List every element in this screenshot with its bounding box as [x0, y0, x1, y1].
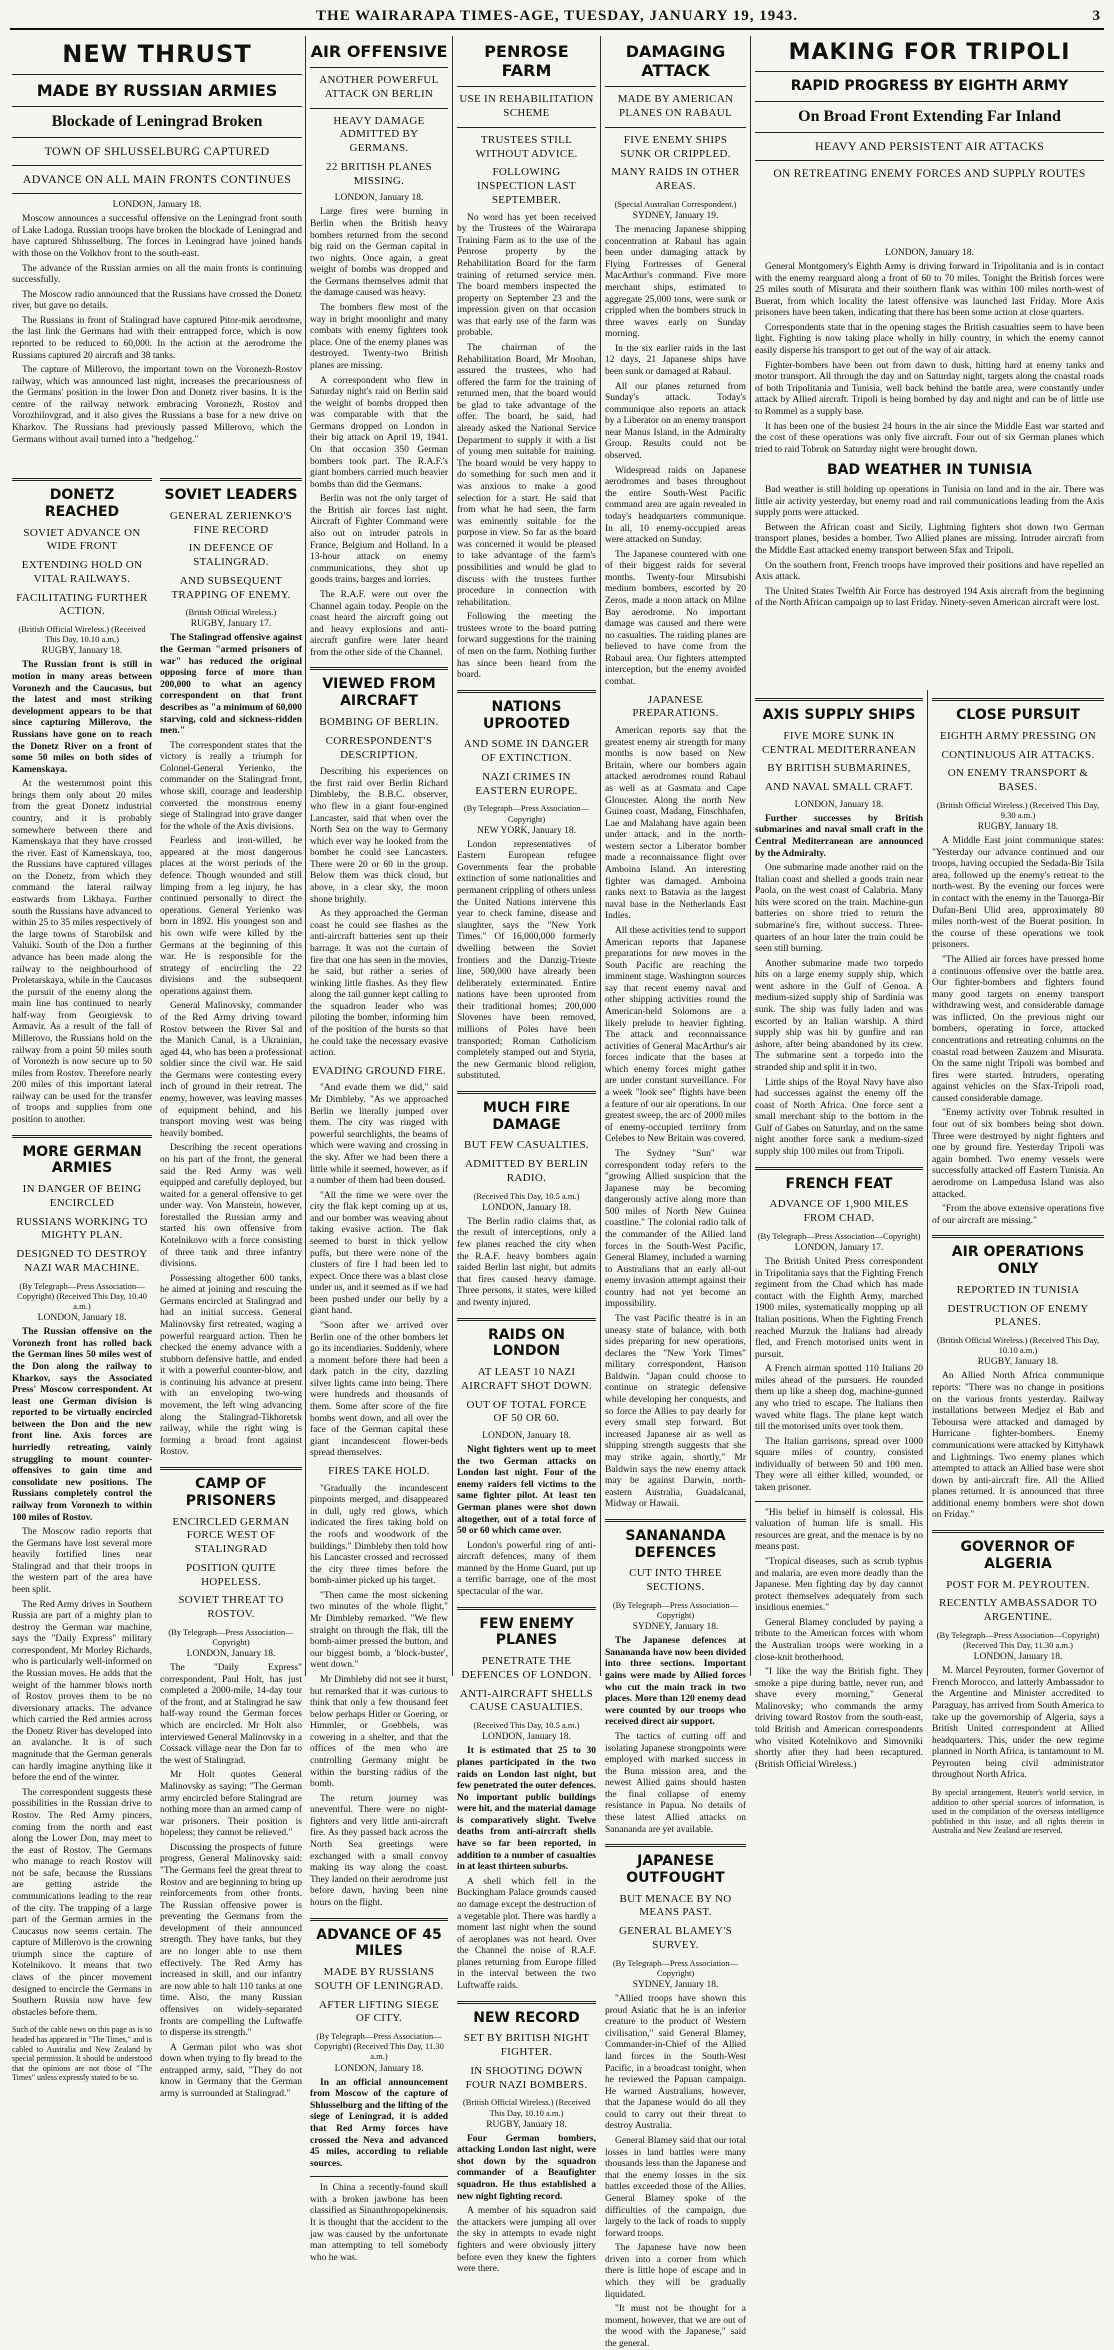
column-rule	[750, 36, 751, 1676]
paragraph: In China a recently-found skull with a broken jawbone has been classified as Sinanthropopekinensis. It is thought that the accident to the jaw was caused by the unfortunate man attempting to tell somebody who he was.	[310, 2183, 448, 2263]
subhead-made-by: MADE BY RUSSIAN ARMIES	[36, 81, 278, 100]
subhead: AT LEAST 10 NAZI AIRCRAFT SHOT DOWN.	[461, 1366, 592, 1392]
source-line: (By Telegraph—Press Association—Copyright)	[757, 1230, 921, 1241]
subhead: HEAVY AND PERSISTENT AIR ATTACKS	[814, 138, 1045, 153]
subhead: AFTER LIFTING SIEGE OF CITY.	[319, 1998, 439, 2025]
dateline: RUGBY, January 17.	[190, 619, 272, 630]
subhead: IN DEFENCE OF STALINGRAD.	[188, 542, 274, 569]
paragraph: Night fighters went up to meet the two German attacks on London last night. Four of the enemy raiders fell victims to the same fighter pilot. At least ten German planes were shot down altogether, out of a total force of 50 or 60 which came over.	[457, 1445, 596, 1537]
headline-camp: CAMP OF PRISONERS	[185, 1475, 277, 1509]
subhead: BUT FEW CASUALTIES.	[464, 1139, 589, 1152]
column-close-pursuit	[932, 690, 1105, 1836]
dateline: RUGBY, January 18.	[41, 646, 123, 657]
subhead: EXTENDING HOLD ON VITAL RAILWAYS.	[21, 559, 143, 585]
dateline: LONDON, January 17.	[794, 1243, 884, 1254]
subhead: REPORTED IN TUNISIA	[956, 1283, 1080, 1296]
paragraph: "Soon after we arrived over Berlin one of the other bombers let go its incendiaries. Suddenly, where a moment before there had been a dark patch in the city, dazzling silver lights came into being. There were hundreds and thousands of them. Some after score of the fire bombs went down, and all over the face of the German capital these giant incandescent flower-beds spread themselves.	[310, 1321, 448, 1459]
subhead-town: TOWN OF SHLUSSELBURG CAPTURED	[44, 144, 270, 159]
dateline: LONDON, January 18.	[482, 1431, 571, 1442]
subhead: GENERAL ZERIENKO'S FINE RECORD	[169, 509, 293, 536]
column-penrose	[457, 36, 596, 2275]
paragraph: The Sydney "Sun" war correspondent today refers to the "growing Allied suspicion that the Japanese may be becoming dangerously active along more than 500 miles of North New Guinea coastline." The colonial radio talk of the commander of the Allied land forces in the South-West Pacific, General Blamey, included a warning to Australians that an early all-out enemy invasion attempt against their country had not yet become an impossibility.	[605, 1148, 746, 1310]
masthead	[10, 6, 1104, 30]
paragraph: Possessing altogether 600 tanks, he aimed at joining and rescuing the Germans encircled at Stalingrad and had an initial success. General Malinovsky first retreated, waging a powerful rearguard action. Then he checked the enemy advance with a stubborn defensive battle, and ended it with a powerful counter-blow, and is continuing his advance at present with an enveloping two-wing movement, the left wing advancing along the Stalingrad-Tikhoretsk railway, while the right wing is forming a broad front against Rostov.	[160, 1273, 302, 1458]
dateline: LONDON, January 18.	[482, 1732, 571, 1743]
subhead: AND NAVAL SMALL CRAFT.	[764, 781, 914, 794]
headline-outfought: JAPANESE OUTFOUGHT	[626, 1853, 725, 1886]
headline-damaging: DAMAGING ATTACK	[625, 42, 726, 81]
headline-few-enemy: FEW ENEMY PLANES	[479, 1615, 574, 1649]
paragraph: "Enemy activity over Tobruk resulted in four out of six bombers being shot down. Three were destroyed by night fighters and one by ground fire. Yesterday Tripoli was again bombed. Two enemy vessels were successfully attacked off Eastern Tunisia. An aerodrome on Lampedusa Island was also attacked.	[932, 1108, 1104, 1200]
subhead: AND SOME IN DANGER OF EXTINCTION.	[463, 738, 590, 765]
dateline: LONDON, January 18.	[37, 1313, 127, 1324]
subhead: BOMBING OF BERLIN.	[319, 716, 439, 728]
headline-soviet-leaders: SOVIET LEADERS	[164, 487, 298, 503]
headline-air-offensive: AIR OFFENSIVE	[310, 42, 448, 61]
paragraph: "The Allied air forces have pressed home a continuous offensive over the battle area. Our fighter-bombers and fighters found many good targets on enemy transport withdrawing west, and considerable damage was inflicted. On the previous night our bombers, operating in force, attacked concentrations and retreating columns on the coastal road between Zauzem and Misurata. On the same night Tripoli was bombed and fires were started. Intruders, operating against vehicles on the Sfax-Tripoli road, caused considerable damage.	[932, 954, 1104, 1104]
paragraph: As they approached the German coast he could see flashes as the anti-aircraft batteries sent up their barrage. It was not the curtain of fire that one has seen in the movies, he said, but rather a series of winking little flashes. As they flew along the tail gunner kept calling to the squadron leader who was piloting the bomber, informing him of the position of the bursts so that he could take the necessary evasive action.	[310, 909, 448, 1059]
headline-axis: AXIS SUPPLY SHIPS	[762, 707, 916, 723]
column-tripoli	[755, 36, 1104, 246]
paragraph: "Allied troops have shown this proud Asiatic that he is an inferior creature to the product of Western civilisation," said General Blamey, Commander-in-Chief of the Allied land forces in the South-West Pacific, in a broadcast tonight, when he reviewed the Papuan campaign. He warned Australians, however, that the Japanese would do all they could to carry out their threat to destroy Australia.	[605, 1994, 746, 2132]
column-axis	[755, 690, 923, 1770]
paragraph: The Japanese countered with one of their biggest raids for several months. Twenty-four Mitsubishi medium bombers, escorted by 20 Zeros, made a noon attack on Milne Bay aerodrome. No important damage was caused and there were no casualties. The raiding planes are believed to have come from the Rabaul area. Our fighters attempted interception, but the enemy avoided combat.	[605, 549, 746, 688]
dateline: LONDON, January 18.	[885, 248, 974, 258]
subhead: ADVANCE OF 1,900 MILES FROM CHAD.	[769, 1198, 909, 1225]
paragraph: The Japanese have now been driven into a corner from which there is little hope of escape and in which they will be gradually liquidated.	[605, 2243, 746, 2300]
subhead: CONTINUOUS AIR ATTACKS.	[941, 748, 1095, 761]
column-rule	[927, 690, 928, 1676]
subhead: ON ENEMY TRANSPORT & BASES.	[947, 767, 1089, 794]
source-line: (By Telegraph—Press Association—Copyright)	[612, 1599, 739, 1621]
subhead: ENCIRCLED GERMAN FORCE WEST OF STALINGRAD	[172, 1515, 290, 1556]
subhead: NAZI CRIMES IN EASTERN EUROPE.	[475, 770, 578, 797]
reuters-note: By special arrangement, Reuter's world service, in addition to other special sources of information, is used in the compilation of the overseas intelligence published in this issue, and all rights therein in Australia and New Zealand are reserved.	[932, 1787, 1104, 1836]
paragraph: "Gradually the incandescent pinpoints merged, and disappeared in dull, ugly red glows, which indicated the fires taking hold on the roofs and woodwork of the buildings." Dimbleby then told how his Lancaster crossed and recrossed the city three times before the bomb-aimer picked up his target.	[310, 1483, 448, 1587]
paragraph: Correspondents state that in the opening stages the British casualties seem to have been light. Fighting is now taking place wholly in hilly country, in which the enemy cannot easily disperse his transport to get out of the way of air attack.	[755, 322, 1104, 357]
column-rule	[600, 36, 601, 1676]
paragraph: Four German bombers, attacking London last night, were shot down by the squadron commander of a Beaufighter squadron. He thus established a new night fighting record.	[457, 2133, 596, 2202]
subhead: USE IN REHABILITATION SCHEME	[459, 93, 594, 120]
paragraph: The menacing Japanese shipping concentration at Rabaul has again been under damaging attack by Flying Fortresses of General MacArthur's command. Five more merchant ships, estimated to aggregate 25,000 tons, were sunk or crippled when the bombers struck in three waves early on Sunday morning.	[605, 225, 746, 340]
source-line: (Received This Day, 10.5 a.m.)	[473, 1720, 580, 1731]
paragraph: The Berlin radio claims that, as the result of interceptions, only a few planes reached the city when the R.A.F. heavy bombers again raided Berlin last night, but admits that fires caused heavy damage. Three persons, it states, were killed and twenty injured.	[457, 1216, 596, 1308]
paragraph: The Japanese defences at Sanananda have now been divided into three sections. Important gains were made by Allied forces who cut the main track in two places. More than 120 enemy dead were counted by our troops who received direct air support.	[605, 1636, 746, 1728]
paragraph: Fighter-bombers have been out from dawn to dusk, hitting hard at enemy tanks and motor transport. All through the day and on Saturday night, targets along the coastal roads of both Tripolitania and Tunisia, well back behind the battle area, were constantly under attack by Allied aircraft. Tripoli is being bombed by day and night and can be of little use to Rommel as a supply base.	[755, 360, 1104, 417]
paragraph: Widespread raids on Japanese aerodromes and bases throughout the entire South-West Pacific command area are again revealed in today's headquarters communique. In all, 10 enemy-occupied areas were attacked on Sunday.	[605, 465, 746, 546]
subhead: POSITION QUITE HOPELESS.	[185, 1561, 277, 1588]
paragraph: The United States Twelfth Air Force has destroyed 194 Axis aircraft from the beginning of the North African campaign up to last Friday. Ninety-seven American aircraft were lost.	[755, 586, 1104, 609]
paragraph: The bombers flew most of the way in bright moonlight and many combats with enemy fighters took place. One of the enemy planes was destroyed. Twenty-two British planes are missing.	[310, 303, 448, 371]
headline-viewed: VIEWED FROM AIRCRAFT	[322, 676, 436, 710]
source-line: (By Telegraph—Press Association—Copyright)	[463, 803, 590, 824]
source-line: (Received This Day, 10.5 a.m.)	[473, 1190, 580, 1201]
dateline: LONDON, January 18.	[482, 1202, 571, 1213]
paragraph: The correspondent suggests these possibilities in the Russian drive to Rostov. The Red Army pincers, coming from the north and east along the Lower Don, may meet to the east of Rostov. The Germans who manage to reach Rostov will not be safe, because the Russians are getting astride the communications leading to the rear of the city. The trapping of a large part of the German armies in the Caucasus now seems certain. The capture of Millerovo is the crowning triumph since the capture of Kotelnikovo. It means that two claws of the pincer movement designed to encircle the Germans in Southern Russia now have few obstacles before them.	[12, 1787, 152, 2018]
paragraph: Fearless and iron-willed, he appeared at the most dangerous places at the worst periods of the defence. Though wounded and still limping from a leg injury, he has continued personally to direct the operations. General Yerienko was born in 1892. His youngest son and his own wife were killed by the Germans at the beginning of this war. He is responsible for the strategy of encircling the 22 divisions and the subsequent operations against them.	[160, 836, 302, 997]
copyright-note: Such of the cable news on this page as is so headed has appeared in "The Times," and is cabled to Australia and New Zealand by special permission. It should be understood that the opinions are not those of "The Times" unless expressly stated to be so.	[12, 2025, 152, 2083]
paragraph: Between the African coast and Sicily, Lightning fighters shot down two German transport planes, besides a bomber. Two Allied planes are missing. Intruder aircraft from the Middle East attacked enemy transport between Sfax and Tripoli.	[755, 522, 1104, 556]
dateline: RUGBY, January 18.	[486, 2119, 567, 2130]
column-soviet-leaders	[160, 470, 302, 2099]
paragraph: The advance of the Russian armies on all the main fronts is continuing successfully.	[12, 263, 302, 286]
paragraph: Berlin was not the only target of the British air forces last night. Aircraft of Fighter Command were also out on intruder patrols in France, Belgium and Holland. In a 13-hour attack on enemy communications, they shot up goods trains, barges and lorries.	[310, 494, 448, 586]
headline-more-german: MORE GERMAN ARMIES	[22, 1143, 142, 1177]
subhead: OUT OF TOTAL FORCE OF 50 OR 60.	[466, 1398, 587, 1425]
subhead: SOVIET THREAT TO ROSTOV.	[178, 1594, 284, 1621]
headline-penrose: PENROSE FARM	[484, 42, 569, 81]
subhead: GENERAL BLAMEY'S SURVEY.	[618, 1925, 732, 1951]
subhead-blockade: Blockade of Leningrad Broken	[51, 113, 263, 131]
paragraph: The Moscow radio reports that the Germans have lost several more heavily fortified lines near Stalingrad and that their troops in the western part of the area have been split.	[12, 1527, 152, 1595]
paragraph: Discussing the prospects of future progress, General Malinovsky said: "The Germans feel the great threat to Rostov and are beginning to bring up reinforcements from other fronts. The Russian offensive power is preventing the Germans from the development of their announced strength. They have tanks, but they are no longer able to use them effectively. The Red Army has increased in skill, and our infantry are now able to halt 110 tanks at one time. Also, the many Russian offensives on widely-separated fronts are compelling the Luftwaffe to disperse its strength."	[160, 1842, 302, 2039]
paragraph: A German pilot who was shot down when trying to fly bread to the entrapped army, said, "They do not know in Germany that the German army is surrounded at Stalingrad."	[160, 2042, 302, 2099]
paragraph: The Russian offensive on the Voronezh front has rolled back the German lines 50 miles west of the Don along the railway to Kharkov, says the Associated Press' Moscow correspondent. At least one German division is reported to be virtually encircled between the Don and the new front line. Axis forces are hurriedly retreating, vainly struggling to mount counter-offensives to gain time and consolidate new positions. The Russians completely control the railway from Voronezh to within 100 miles of Rostov.	[12, 1327, 152, 1523]
paragraph: On the southern front, French troops have improved their positions and have repelled an Axis attack.	[755, 560, 1104, 583]
subhead: DESTRUCTION OF ENEMY PLANES.	[947, 1302, 1089, 1329]
subhead: On Broad Front Extending Far Inland	[798, 107, 1061, 125]
headline-much-fire: MUCH FIRE DAMAGE	[482, 1099, 571, 1133]
headline-raids: RAIDS ON LONDON	[487, 1326, 566, 1360]
paragraph: At the westernmost point this brings them only about 20 miles from the great Donetz industrial country, and it is probably somewhere between there and Kamenskaya that they have crossed the river. East of Kamenskaya, too, the Russians have captured villages on the Donetz, from which they command the lateral railway eastwards from Likhaya. Further south the Russians have advanced to within 25 to 35 miles respectively of the large towns of Starobilsk and Valuiki. South of the Don a further advance has been made along the railway to the neighbourhood of Proletarskaya, while in the Caucasus the pursuit of the enemy along the main line has continued to nearly half-way from Georgievsk to Armavir. As a result of the fall of Millerovo, the Russians hold on the railway from a point 50 miles south of Voronezh is now secure up to 50 miles from Rostov. Therefore nearly 200 miles of this important lateral railway can be used for the transfer of troops and supplies from one position to another.	[12, 779, 152, 1126]
paragraph: "Then came the most sickening two minutes of the whole flight," Mr Dimbleby remarked. "We flew straight on through the flak, till the bomb-aimer pressed the button, and our biggest bomb, a 'block-buster', went down."	[310, 1590, 448, 1671]
subhead: ANOTHER POWERFUL ATTACK ON BERLIN	[319, 74, 439, 100]
paragraph: General Blamey concluded by paying a tribute to the American forces with whom the Australian troops were working in a close-knit brotherhood.	[755, 1617, 923, 1663]
paragraph: A shell which fell in the Buckingham Palace grounds caused no damage except the destruction of a vegetable plot. There was hardly a moment last night when the sound of aeroplanes was not heard. Over the Channel the noise of R.A.F. planes returning from Europe filled in the interval between the two Luftwaffe raids.	[457, 1876, 596, 1991]
column-rule	[452, 36, 453, 1676]
headline-air-ops: AIR OPERATIONS ONLY	[951, 1244, 1085, 1278]
column-rule	[305, 36, 306, 1676]
dateline: SYDNEY, January 18.	[632, 1980, 719, 1991]
subhead: FIVE MORE SUNK IN CENTRAL MEDITERRANEAN	[761, 729, 917, 756]
subhead: FACILITATING FURTHER ACTION.	[16, 591, 148, 618]
source-line: (By Telegraph—Press Association—Copyright)	[612, 1957, 739, 1978]
paragraph: A member of his squadron said the attackers were jumping all over the sky in attempts to evade night fighters and were obviously jittery before even they knew the fighters were there.	[457, 2206, 596, 2275]
headline-tripoli: MAKING FOR TRIPOLI	[788, 40, 1071, 65]
page-number: 3	[1092, 8, 1100, 24]
paragraph: General Montgomery's Eighth Army is driving forward in Tripolitania and is in contact with the enemy rearguard along a front of 60 to 70 miles. Tonight the British forces were 25 miles south of Misurata and their southern flank was within 100 miles north-west of Buerat, from which locality the latest offensive was launched last Friday. More Axis prisoners have been taken, indicating that there has been some action at close quarters.	[755, 262, 1104, 319]
paragraph: The Red Army drives in Southern Russia are part of a mighty plan to destroy the German war machine, says the "Daily Express" military correspondent, Mr Morley Richards, who is particularly well-informed on the Russian moves. He adds that the weight of the hammer blows north of Rostov proves them to be no diversionary attacks. The advance which carried the Red armies across the Donetz River has developed into an avalanche. It is of such magnitude that the German generals can hardly imagine anything like it before the end of the winter.	[12, 1599, 152, 1784]
subhead: HEAVY DAMAGE ADMITTED BY GERMANS.	[333, 114, 425, 155]
subhead: MANY RAIDS IN OTHER AREAS.	[611, 166, 740, 193]
subhead: BY BRITISH SUBMARINES,	[767, 762, 911, 775]
subhead: AND SUBSEQUENT TRAPPING OF ENEMY.	[171, 574, 291, 601]
column-damaging	[605, 36, 746, 2349]
headline-new-thrust: NEW THRUST	[62, 40, 252, 68]
source-line: (British Official Wireless.)	[185, 607, 277, 618]
paragraph: Describing his experiences on the first raid over Berlin Richard Dimbleby, the B.B.C. observer, who flew in a giant four-engined Lancaster, said that when over the North Sea on the way to Germany which ever way he looked from the bomber he could see Lancasters. There were 20 or 60 in the group. Below them was thick cloud, but above, in a clear sky, the moon shone brightly.	[310, 767, 448, 905]
subhead: ADMITTED BY BERLIN RADIO.	[465, 1158, 588, 1184]
paragraph: The correspondent states that the victory is really a triumph for Colonel-General Yerienko, the commander on the Stalingrad front, whose skill, courage and leadership converted the monstrous enemy siege of Stalingrad into grave danger for the whole of the Axis divisions.	[160, 740, 302, 832]
source-line: (British Official Wireless.) (Received This Day, 10.10 a.m.)	[18, 624, 146, 645]
dateline: LONDON, January 18.	[794, 799, 884, 810]
paragraph: London's powerful ring of anti-aircraft defences, many of them manned by the Home Guard, put up a terrific barrage, one of the most spectacular of the war.	[457, 1540, 596, 1598]
paragraph: The Russian front is still in motion in many areas between Voronezh and the Caucasus, but the latest and most striking development appears to be that since capturing Millerovo, the Russians have gone on to reach the Donetz River on a front of some 50 miles on both sides of Kamenskaya.	[12, 660, 152, 775]
paragraph: Another submarine made two torpedo hits on a large enemy supply ship, which went ashore in the Gulf of Genoa. A medium-sized supply ship of Sardinia was sunk. The ship was fully laden and was escorted by an Italian warship. A third supply ship was hit by gunfire and ran ashore, after being abandoned by its crew. The submarine sent a torpedo into the stranded ship and split it in two.	[755, 958, 923, 1073]
headline-advance-45: ADVANCE OF 45 MILES	[316, 1926, 442, 1960]
subhead: EIGHTH ARMY PRESSING ON	[940, 729, 1096, 742]
subhead: IN DANGER OF BEING ENCIRCLED	[22, 1183, 142, 1209]
subhead: PENETRATE THE DEFENCES OF LONDON.	[461, 1655, 592, 1681]
column-air-offensive	[310, 36, 448, 2263]
dateline: RUGBY, January 18.	[977, 1357, 1059, 1368]
paragraph: The Russians in front of Stalingrad have captured Pitor-mik aerodrome, the last link the Germans had with their entrapped force, which is now reported to be reduced to 60,000. In the action at the aerodrome the Russians captured 20 aircraft and 38 tanks.	[12, 315, 302, 361]
paragraph: "I like the way the British fight. They smoke a pipe during battle, never run, and shave every morning," General Malinovsky; who commands the army driving toward Rostov from the south-east, told British and American correspondents who visited Kotelnikovo and Simovniki shortly after they had been recaptured. (British Official Wireless.)	[755, 1667, 923, 1770]
subhead: MADE BY RUSSIANS SOUTH OF LENINGRAD.	[314, 1966, 444, 1992]
subhead-advance: ADVANCE ON ALL MAIN FRONTS CONTINUES	[22, 172, 292, 187]
subhead: SOVIET ADVANCE ON WIDE FRONT	[23, 526, 141, 553]
paragraph: Moscow announces a successful offensive on the Leningrad front south of Lake Ladoga. Russian troops have broken the blockade of Leningrad and have captured Shlusselburg. The forces in Leningrad have joined hands with those on the Volkhov front to the south-east.	[12, 214, 302, 259]
paragraph: General Malinovsky, commander of the Red Army driving toward Rostov between the River Sal and the Manich Canal, is a Ukrainian, aged 44, who has been a professional soldier since the civil war. He said the Germans were contesting every inch of ground in their retreat. The enemy, however, was leaving masses of equipment behind, and his transport moving west was being heavily bombed.	[160, 1001, 302, 1139]
source-line: (British Official Wireless.) (Received This Day, 10.10 a.m.)	[462, 2097, 591, 2118]
paragraph: General Blamey said that our total losses in land battles were many thousands less than the Japanese and that the enemy losses in the six battles exceeded those of the Allies. General Blamey spoke of the difficulties of the campaign, due largely to the lack of roads to supply forward troops.	[605, 2136, 746, 2239]
subhead: ANTI-AIRCRAFT SHELLS CAUSE CASUALTIES.	[459, 1687, 594, 1714]
paragraph: It is estimated that 25 to 30 planes participated in the two raids on London last night, but few penetrated the outer defences. No important public buildings were hit, and the material damage is comparatively slight. Twelve deaths from anti-aircraft shells have so far been reported, in addition to a number of casualties in at least thirteen suburbs.	[457, 1746, 596, 1873]
subhead: BUT MENACE BY NO MEANS PAST.	[619, 1892, 732, 1919]
subhead: TRUSTEES STILL WITHOUT ADVICE.	[475, 133, 578, 160]
paragraph: A Middle East joint communique states: "Yesterday our advance continued and our troops, having occupied the Sedada-Bir Tsila area, followed up the enemy's retreat to the north-west. By the evening our forces were in contact with the enemy in the Tauorga-Bir Dufan-Beni Ulid area, approximately 80 miles north-west of the Buerat position. In the course of these operations we took prisoners.	[932, 836, 1104, 951]
paragraph: Further successes by British submarines and naval small craft in the Central Mediterranean are announced by the Admiralty.	[755, 813, 923, 859]
subhead: SET BY BRITISH NIGHT FIGHTER.	[463, 2032, 590, 2059]
paragraph: All these activities tend to support American reports that Japanese preparations for new moves in the South Pacific are reaching the imminent stage. Washington sources say that recent enemy naval and other shipping activities round the American-held Solomons are a likely prelude to heavier fighting. The attack and reconnaissance activities of General MacArthur's air forces indicate that the bases at which enemy forces might gather are under constant surveillance. For a week "look see" flights have been a feature of our air operations. In our greatest sweep, the arc of 2000 miles of enemy-occupied territory from Celebes to New Britain was covered.	[605, 925, 746, 1145]
paragraph: A French airman spotted 110 Italians 20 miles ahead of the pursuers. He rounded them up like a sheep dog, machine-gunned any who tried to escape. The Italians then waved white flags. The plane kept watch till the motorised units over took them.	[755, 1364, 923, 1433]
paragraph: The Stalingrad offensive against the German "armed prisoners of war" has reduced the original opposing force of more than 200,000 to what an agency correspondent on that front describes as "a minimum of 60,000 starving, cold and sickness-ridden men."	[160, 633, 302, 737]
paragraph: The British United Press correspondent in Tripolitania says that the Fighting French regiment from the Chad which has made contact with the Eighth Army, marched 1900 miles, systematically mopping up all Italian positions. When the Fighting French reached Murzuk the Italians had already fled, and French motorised units went in pursuit.	[755, 1257, 923, 1360]
paragraph: Describing the recent operations on his part of the front, the general said the Red Army was well equipped and carefully deployed, but waited for a general offensive to get under way. Von Manstein, however, forestalled the Russian army and started his own offensive from Kotelnikovo with a force consisting of three tank and three infantry divisions.	[160, 1143, 302, 1270]
paragraph: M. Marcel Peyrouten, former Governor of French Morocco, and latterly Ambassador to the Argentine and Minister accredited to Paraguay, has arrived from South America to take up the governorship of Algeria, says a British United correspondent at Allied headquarters. This, under the new regime planned in North Africa, is tantamount to M. Peyrouten being civil administrator throughout North Africa.	[932, 1666, 1104, 1781]
paragraph: The return journey was uneventful. There were no night-fighters and very little anti-aircraft fire. As they passed back across the North Sea greetings were exchanged with a small convoy making its way along the coast. They landed on their aerodrome just before dawn, having been nine hours on the flight.	[310, 1793, 448, 1908]
paragraph: "All the time we were over the city the flak kept coming up at us, and our bomber was weaving about taking evasive action. The flak seemed to burst in thick yellow puffs, but there were none of the clusters of fire I had been led to expect. Once there was a blast close under us, and it seemed as if we had been pushed under our belly by a giant hand.	[310, 1190, 448, 1317]
dateline: RUGBY, January 18.	[977, 822, 1059, 833]
paragraph: A correspondent who flew in Saturday night's raid on Berlin said the weight of bombs dropped then was comparable with that the Germans dropped on London in their big attack on April 19, 1941. On that occasion 350 German bombers took part. The R.A.F.'s giant bombers carried much heavier bombs than did the Germans.	[310, 375, 448, 490]
paragraph: The "Daily Express" correspondent, Paul Holt, has just completed a 2000-mile, 14-day tour of the front, and at Stalingrad he saw half-way round the German forces which are encircled. Mr Holt also interviewed General Malinovsky in a Cossack village near the Don far to the west of Stalingrad.	[160, 1663, 302, 1766]
paragraph: In the six earlier raids in the last 12 days, 21 Japanese ships have been sunk or damaged at Rabaul.	[605, 343, 746, 377]
headline-donetz: DONETZ REACHED	[44, 487, 120, 520]
paragraph: The capture of Millerovo, the important town on the Voronezh-Rostov railway, which was announced last night, increases the precariousness of the Germans' position in the lower Don and Donetz river basins. It is the centre of the railway network embracing Voronezh, Rostov and Vorozhilovgrad, and it also gives the Russians a base for a new drive on Kharkov. The Russians had previously passed Millerovo, which the Germans without avail turned into a "hedgehog."	[12, 365, 302, 445]
paragraph: "Tropical diseases, such as scrub typhus and malaria, are even more deadly than the Japanese. Men fighting day by day cannot protect themselves adequately from such insidious enemies."	[755, 1556, 923, 1614]
crosshead: FIRES TAKE HOLD.	[328, 1464, 430, 1477]
crosshead: BAD WEATHER IN TUNISIA	[826, 462, 1032, 479]
dateline: LONDON, January 18.	[186, 1649, 276, 1660]
source-line: (By Telegraph—Press Association—Copyright) (Received This Day, 11.30 a.m.)	[314, 2031, 444, 2062]
dateline: LONDON, January 18.	[112, 200, 202, 211]
paragraph: In an official announcement from Moscow of the capture of Shlusselburg and the lifting of the siege of Leningrad, it is added that Red Army forces have crossed the Neva and advanced 45 miles, according to reliable sources.	[310, 2077, 448, 2169]
source-line: (British Official Wireless.) (Received This Day, 10.10 a.m.)	[936, 1335, 1100, 1356]
subhead: RUSSIANS WORKING TO MIGHTY PLAN.	[16, 1215, 148, 1242]
paragraph: All our planes returned from Sunday's attack. Today's communique also reports an attack by a Liberator on an enemy transport near Manus Island, in the Admiralty Group. Results could not be observed.	[605, 381, 746, 462]
paragraph: Bad weather is still holding up operations in Tunisia on land and in the air. There was little air activity yesterday, but enemy road and rail communications leading from the Axis supply ports were attacked.	[755, 485, 1104, 519]
headline-new-record: NEW RECORD	[473, 2009, 580, 2026]
paragraph: Little ships of the Royal Navy have also had successes against the enemy off the coast of North Africa. One force sent a small merchant ship to the bottom in the Gulf of Gabes on Saturday, and on the same night another force sank a medium-sized supply ship 100 miles out from Tripoli.	[755, 1077, 923, 1157]
source-line: (By Telegraph—Press Association—Copyright) (Received This Day, 11.30 a.m.)	[936, 1629, 1100, 1651]
dateline: NEW YORK, January 18.	[477, 825, 576, 836]
paragraph: One submarine made another raid on the Italian coast and shelled a goods train near Paola, on the west coast of Calabria. Many hits were scored on the train. Machine-gun batteries on shore tried to return the submarine's fire, without success. Three-quarters of an hour later the train could be seen still burning.	[755, 863, 923, 955]
masthead-title: THE WAIRARAPA TIMES-AGE, TUESDAY, JANUARY 19, 1943.	[316, 8, 798, 24]
paragraph: The chairman of the Rehabilitation Board, Mr Moohan, assured the trustees, who had offered the farm for the training of returned men, that the board would be glad to take advantage of the offer. The board, he said, had already asked the National Service Department to supply it with a list of young men suitable for training. The board would be very happy to do something for such men and it was anxious to make a good selection for a start. He said that from what he had seen, the farm was eminently suitable for the purpose in view. So far as the board was concerned it would be pleased to take advantage of the farm's possibilities and would be glad to discuss with the trustees further procedure in connection with rehabilitation.	[457, 342, 596, 608]
subhead: 22 BRITISH PLANES MISSING.	[326, 160, 432, 187]
column-donetz	[12, 470, 152, 2083]
subhead: CORRESPONDENT'S DESCRIPTION.	[325, 734, 433, 761]
dateline: SYDNEY, January 19.	[632, 211, 719, 222]
paragraph: Mr Dimbleby did not see it burst, but remarked that it was curious to think that only a few thousand feet below perhaps Hitler or Goering, or Himmler, or Goebbels, was cowering in a shelter, and that the offices of the men who are controlling Germany might be within the bursting radius of the bomb.	[310, 1674, 448, 1790]
paragraph: The Italian garrisons, spread over 1000 square miles of country, consisted individually of between 50 and 100 men. They were all either killed, wounded, or taken prisoner.	[755, 1436, 923, 1494]
dateline: LONDON, January 18.	[334, 193, 424, 204]
paragraph: "And evade them we did," said Mr Dimbleby. "As we approached Berlin we literally jumped over them. The city was ringed with powerful searchlights, the beams of which were waving and crossing in the sky. After we had been there a little while it seemed, however, as if a number of them had been doused.	[310, 1083, 448, 1187]
crosshead: JAPANESE PREPARATIONS.	[632, 693, 719, 720]
paragraph: The R.A.F. were out over the Channel again today. People on the coast heard the aircraft going out and heavy explosions and anti-aircraft gunfire were later heard from the other side of the Channel.	[310, 589, 448, 658]
subhead: POST FOR M. PEYROUTEN.	[946, 1578, 1090, 1591]
paragraph: "It must not be thought for a moment, however, that we are out of the wood with the Japanese," said the general.	[605, 2304, 746, 2349]
subhead: FIVE ENEMY SHIPS SUNK OR CRIPPLED.	[620, 133, 731, 160]
paragraph: The vast Pacific theatre is in an uneasy state of balance, with both sides preparing for new operations, declares the "New York Times" military correspondent, Hanson Baldwin. "Japan could choose to continue on strategic defensive while developing her conquests, and so force the Allies to pay dearly for every small step forward. But increased Japanese air as well as shipping strength suggests that she may strike again, shortly," Mr Baldwin says the new enemy attack may be against Darwin, north-eastern Australia, Guadalcanal, Midway or Hawaii.	[605, 1314, 746, 1510]
paragraph: The tactics of cutting off and isolating Japanese strongpoints were employed with marked success in the Buna mission area, and the newest Allied gains should hasten the final collapse of enemy resistance in Papua. No details of these latest Allied attacks on Sanananda are yet available.	[605, 1731, 746, 1835]
dateline: SYDNEY, January 18.	[632, 1622, 719, 1633]
headline-algeria: GOVERNOR OF ALGERIA	[960, 1538, 1076, 1572]
headline-sananda: SANANANDA DEFENCES	[625, 1527, 726, 1561]
subhead: RAPID PROGRESS BY EIGHTH ARMY	[790, 78, 1069, 94]
subhead: CUT INTO THREE SECTIONS.	[629, 1567, 722, 1594]
paragraph: Mr Holt quotes General Malinovsky as saying: "The German army encircled before Stalingrad are nothing more than an armed camp of war prisoners. Their position is hopeless; they cannot be relieved."	[160, 1770, 302, 1839]
source-line: (By Telegraph—Press Association—Copyright) (Received This Day, 10.40 a.m.)	[16, 1280, 148, 1312]
paragraph: London representatives of Eastern European refugee Governments fear the probable extinction of some nationalities and permanent crippling of others unless the United Nations intervene this year to check famine, disease and slaughter, says the "New York Times." Of 16,000,000 formerly dwelling between the Soviet frontiers and the Danzig-Trieste line, 500,000 have already been deliberately exterminated. Entire nations have been uprooted from their traditional homes; 200,000 Slovenes have been removed, millions of Poles have been transported; Roman Catholicism completely stamped out and Styria, the new Germanic blood religion, substituted.	[457, 839, 596, 1082]
source-line: (British Official Wireless.) (Received This Day, 9.30 a.m.)	[936, 799, 1100, 820]
paragraph: It has been one of the busiest 24 hours in the air since the Middle East war started and the cost of these operations was only five aircraft. Four out of six German planes which tried to raid Tobruk on Saturday night were brought down.	[755, 421, 1104, 455]
source-line: (Special Australian Correspondent.)	[614, 198, 737, 209]
paragraph: "From the above extensive operations five of our aircraft are missing."	[932, 1204, 1104, 1226]
paragraph: "His belief in himself is colossal. His valuation of human life is small. His resources are great, and the menace is by no means past.	[755, 1507, 923, 1553]
headline-french-feat: FRENCH FEAT	[785, 1175, 893, 1192]
paragraph: American reports say that the greatest enemy air strength for many months is now based on New Britain, where our bombers again attacked aerodromes round Rabaul as well as at Gasmata and Cape Gloucester. Along the north New Guinea coast, Madang, Finschhafen, Lae and Malahang have again been under attack, and in the north-western sector a Liberator bomber made a reconnaissance flight over Amboina Island. An interesting fighter was damaged. Amboina ranks next to Batavia as the largest naval base in the Netherlands East Indies.	[605, 726, 746, 922]
subhead: RECENTLY AMBASSADOR TO ARGENTINE.	[938, 1597, 1098, 1624]
subhead: IN SHOOTING DOWN FOUR NAZI BOMBERS.	[465, 2064, 588, 2091]
subhead: FOLLOWING INSPECTION LAST SEPTEMBER.	[477, 166, 576, 206]
dateline: LONDON, January 18.	[973, 1652, 1063, 1663]
paragraph: The Moscow radio announced that the Russians have crossed the Donetz river, but gave no details.	[12, 289, 302, 312]
paragraph: Following the meeting the trustees wrote to the board putting forward suggestions for the training of men on the farm. Nothing further has since been heard from the board.	[457, 612, 596, 681]
paragraph: Large fires were burning in Berlin when the British heavy bombers returned from the second big raid on the German capital in two nights. Once again, a great weight of bombs was dropped and the Germans themselves admit that the damage caused was heavy.	[310, 207, 448, 299]
paragraph: No word has yet been received by the Trustees of the Wairarapa Training Farm as to the use of the Penrose property by the Rehabilitation Board for the farm training of returned service men. The board members inspected the property on September 23 and the impression given on that occasion was that early use of the farm was probable.	[457, 212, 596, 339]
column-tripoli-body	[755, 246, 1104, 716]
subhead: ON RETREATING ENEMY FORCES AND SUPPLY ROUTES	[773, 167, 1086, 180]
subhead: DESIGNED TO DESTROY NAZI WAR MACHINE.	[16, 1248, 148, 1274]
subhead: MADE BY AMERICAN PLANES ON RABAUL	[617, 93, 734, 120]
headline-nations: NATIONS UPROOTED	[483, 698, 570, 732]
crosshead: EVADING GROUND FIRE.	[312, 1064, 446, 1077]
dateline: LONDON, January 18.	[334, 2063, 424, 2074]
headline-close-pursuit: CLOSE PURSUIT	[956, 707, 1080, 723]
paragraph: An Allied North Africa communique reports: "There was no change in positions on the various fronts yesterday. Railway installations between Medjez el Bab and Teboursa were attacked and damaged by Hurricane fighter-bombers. Enemy communications were attacked by Kittyhawk and Lightnings. Two enemy planes which attempted to attack an Allied base were shot down by anti-aircraft fire. All the Allied planes returned. It is announced that three additional enemy bombers were shot down on Friday."	[932, 1371, 1105, 1521]
source-line: (By Telegraph—Press Association—Copyright)	[168, 1626, 294, 1647]
